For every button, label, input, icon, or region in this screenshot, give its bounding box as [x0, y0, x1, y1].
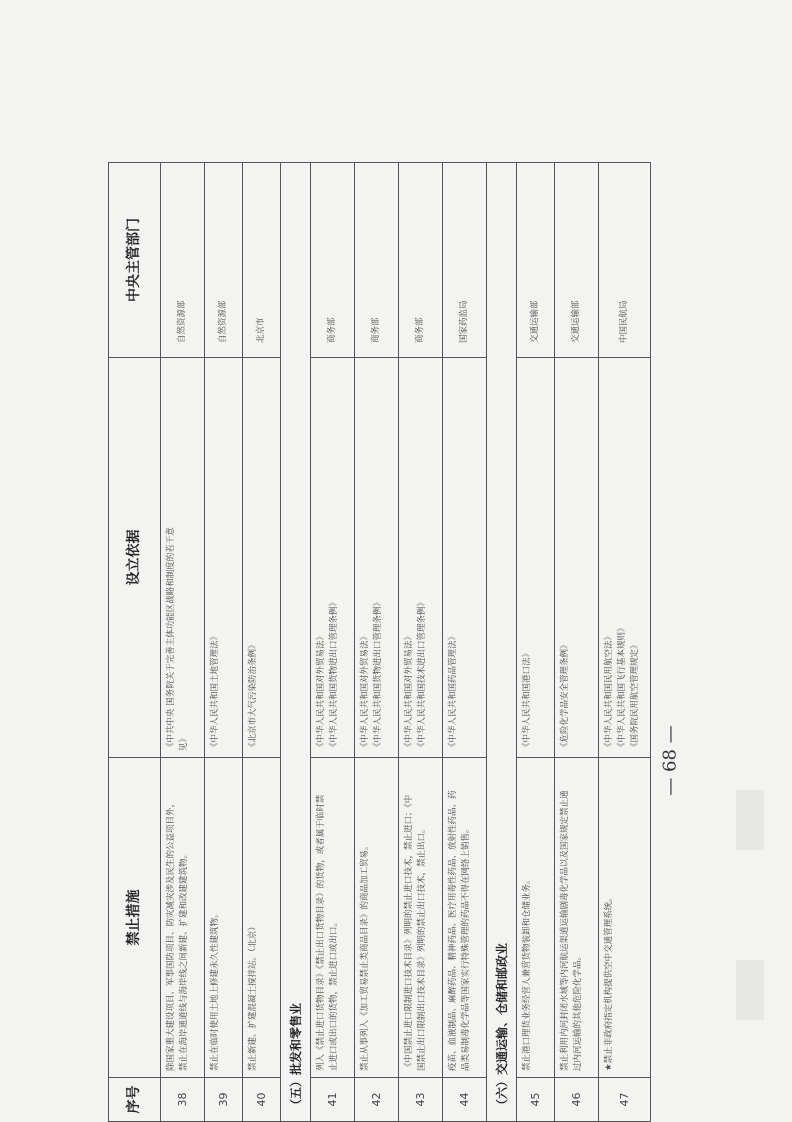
table-row: [160, 162, 204, 1122]
row-dept: 自然资源部: [161, 162, 204, 358]
row-basis: 《北京市大气污染防治条例》: [243, 358, 280, 758]
table-row: [516, 162, 554, 1122]
rotated-table-body: [108, 162, 792, 1122]
row-number: 46: [555, 1078, 598, 1122]
row-dept: 商务部: [311, 162, 354, 358]
negative-list-table: [108, 162, 792, 1122]
table-bottom-border: [650, 162, 651, 1122]
row-dept: 交通运输部: [517, 162, 554, 358]
table-row: [204, 162, 242, 1122]
row-measure: 《中国禁止进口限制进口技术目录》列明的禁止进口技术，禁止进口；《中 国禁止出口限制出口技术目录》列明的禁止出口技术，禁止出口。: [399, 758, 442, 1078]
row-dept: 北京市: [243, 162, 280, 358]
header-no: 序号: [109, 1078, 160, 1122]
row-number: 44: [443, 1078, 486, 1122]
row-dept: 交通运输部: [555, 162, 598, 358]
row-number: 42: [355, 1078, 398, 1122]
row-basis: 《中华人民共和国药品管理法》: [443, 358, 486, 758]
row-measure: 禁止从事列入《加工贸易禁止类商品目录》的商品加工贸易。: [355, 758, 398, 1078]
table-row: [598, 162, 650, 1122]
section-row: [280, 162, 310, 1122]
page-number: — 68 —: [659, 724, 681, 796]
row-number: 39: [205, 1078, 242, 1122]
row-dept: 自然资源部: [205, 162, 242, 358]
section-title: （五）批发和零售业: [281, 162, 310, 1122]
row-basis: 《中华人民共和国港口法》: [517, 358, 554, 758]
row-basis: 《中华人民共和国土地管理法》: [205, 358, 242, 758]
table-row: [398, 162, 442, 1122]
row-measure: 疫苗、血液制品、麻醉药品、精神药品、医疗用毒性药品、放射性药品、药 品类易制毒化学品等国家实行特殊管理的药品不得在网络上销售。: [443, 758, 486, 1078]
faint-mark: [736, 960, 764, 1020]
row-number: 41: [311, 1078, 354, 1122]
table-row: [242, 162, 280, 1122]
row-measure: 禁止在临时使用土地上修建永久性建筑物。: [205, 758, 242, 1078]
row-measure: 除国家重大建设项目、军事国防项目、防灾减灾涉及民生的公益项目外， 禁止在海岸通道线与海岸线之间新建、扩建和改建建筑物。: [161, 758, 204, 1078]
faint-mark: [736, 790, 764, 850]
header-dept: 中央主管部门: [109, 162, 160, 358]
row-number: 40: [243, 1078, 280, 1122]
header-basis: 设立依据: [109, 358, 160, 758]
row-number: 45: [517, 1078, 554, 1122]
row-measure: ★禁止非政府指定机构提供空中交通管理系统。: [599, 758, 650, 1078]
row-dept: 中国民航局: [599, 162, 650, 358]
table-header-row: [108, 162, 160, 1122]
row-basis: 《中华人民共和国民用航空法》 《中华人民共和国飞行基本规则》 《国务院民用航空管理规定》: [599, 358, 650, 758]
row-basis: 《中共中央 国务院关于完善主体功能区战略和制度的若干意 见》: [161, 358, 204, 758]
row-dept: 国家药监局: [443, 162, 486, 358]
row-measure: 列入《禁止进口货物目录》《禁止出口货物目录》的货物，或者属于临时禁 止进口或出口的货物，禁止进口或出口。: [311, 758, 354, 1078]
row-basis: 《中华人民共和国对外贸易法》 《中华人民共和国货物进出口管理条例》: [355, 358, 398, 758]
row-measure: 禁止新建、扩建混凝土搅拌站。（北京）: [243, 758, 280, 1078]
section-row: [486, 162, 516, 1122]
row-number: 38: [161, 1078, 204, 1122]
row-measure: 禁止港口理货业务经营人兼营货物装卸和仓储业务。: [517, 758, 554, 1078]
row-basis: 《中华人民共和国对外贸易法》 《中华人民共和国货物进出口管理条例》: [311, 358, 354, 758]
row-measure: 禁止利用内河封闭水域等内河航运渠道运输剧毒化学品以及国家规定禁止通 过内河运输的其他危险化学品。: [555, 758, 598, 1078]
row-basis: 《危险化学品安全管理条例》: [555, 358, 598, 758]
table-row: [442, 162, 486, 1122]
table-row: [310, 162, 354, 1122]
row-basis: 《中华人民共和国对外贸易法》 《中华人民共和国技术进出口管理条例》: [399, 358, 442, 758]
row-dept: 商务部: [355, 162, 398, 358]
row-number: 43: [399, 1078, 442, 1122]
table-row: [554, 162, 598, 1122]
section-title: （六）交通运输、仓储和邮政业: [487, 162, 516, 1122]
row-dept: 商务部: [399, 162, 442, 358]
header-measure: 禁止措施: [109, 758, 160, 1078]
row-number: 47: [599, 1078, 650, 1122]
table-row: [354, 162, 398, 1122]
